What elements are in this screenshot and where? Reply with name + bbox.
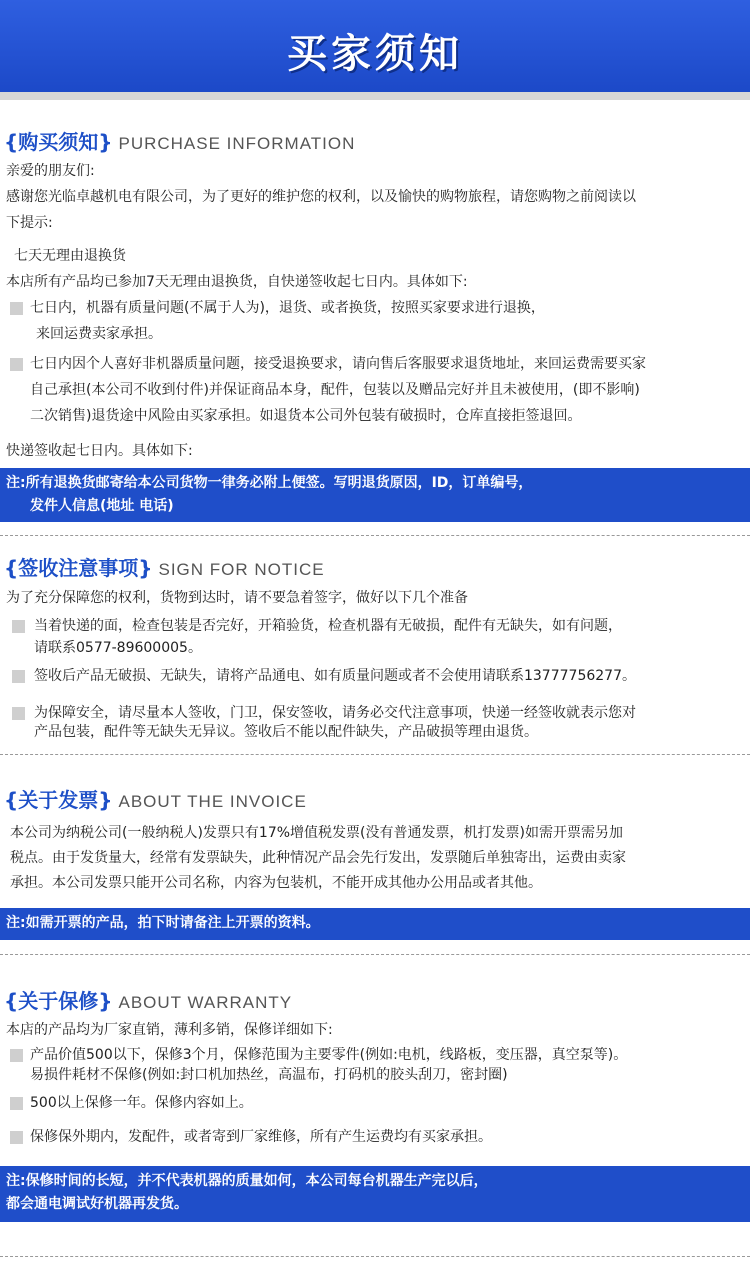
section-title-warranty [4,985,292,1017]
section-title-cn: {关于保修} [4,989,113,1013]
note-text: 都会通电调试好机器再发货。 [6,1196,188,1212]
bullet-square-icon [10,358,23,371]
warranty-note [0,1166,750,1222]
section-title-invoice [4,784,307,816]
intro-text: 为了充分保障您的权利，货物到达时，请不要急着签字，做好以下几个准备 [6,590,468,606]
section-title-sign [4,552,325,584]
note-text: 注:如需开票的产品，拍下时请备注上开票的资料。 [6,915,320,931]
intro-text: 感谢您光临卓越机电有限公司，为了更好的维护您的权利，以及愉快的购物旅程，请您购物之前阅读以 [6,189,636,205]
section-title-cn: {签收注意事项} [4,556,153,580]
return-policy-subtitle: 七天无理由退换货 [14,248,126,264]
intro-text: 下提示: [6,215,53,231]
page-title: 买家须知 [287,31,463,77]
bullet-square-icon [12,670,25,683]
list-item: 请联系0577-89600005。 [34,640,202,656]
list-item: 产品价值500以下，保修3个月，保修范围为主要零件(例如:电机，线路板，变压器，真空泵等)。 [30,1047,628,1063]
bullet-square-icon [12,707,25,720]
section-divider [0,1256,750,1257]
bullet-square-icon [10,1097,23,1110]
list-item: 500以上保修一年。保修内容如上。 [30,1095,253,1111]
purchase-note [0,468,750,522]
section-title-cn: {购买须知} [4,130,113,154]
list-item: 产品包装，配件等无缺失无异议。签收后不能以配件缺失，产品破损等理由退货。 [34,724,538,740]
list-item: 为保障安全，请尽量本人签收，门卫，保安签收，请务必交代注意事项，快递一经签收就表示您对 [34,705,636,721]
section-divider [0,535,750,536]
section-divider [0,954,750,955]
note-text: 注:所有退换货邮寄给本公司货物一律务必附上便签。写明退货原因，ID，订单编号， [6,475,533,491]
bullet-square-icon [10,1049,23,1062]
section-title-en: ABOUT THE INVOICE [118,792,307,811]
list-item: 二次销售)退货途中风险由买家承担。如退货本公司外包装有破损时，仓库直接拒签退回。 [30,408,582,424]
note-text: 注:保修时间的长短，并不代表机器的质量如何，本公司每台机器生产完以后， [6,1173,488,1189]
bullet-square-icon [10,1131,23,1144]
policy-text: 本店所有产品均已参加7天无理由退换货，自快递签收起七日内。具体如下: [6,274,468,290]
intro-text: 本店的产品均为厂家直销，薄利多销，保修详细如下: [6,1022,333,1038]
section-title-en: ABOUT WARRANTY [118,993,293,1012]
bullet-square-icon [10,302,23,315]
list-item: 签收后产品无破损、无缺失，请将产品通电、如有质量问题或者不会使用请联系13777756277。 [34,668,636,684]
list-item: 当着快递的面，检查包装是否完好，开箱验货，检查机器有无破损，配件有无缺失，如有问题， [34,618,622,634]
list-item: 易损件耗材不保修(例如:封口机加热丝，高温布，打码机的胶头刮刀，密封圈) [30,1067,508,1083]
list-item: 七日内，机器有质量问题(不属于人为)，退货、或者换货，按照买家要求进行退换， [30,300,545,316]
bullet-square-icon [12,620,25,633]
invoice-text: 本公司为纳税公司(一般纳税人)发票只有17%增值税发票(没有普通发票，机打发票)如需开票需另加 [10,825,623,841]
header-banner [0,0,750,100]
section-title-cn: {关于发票} [4,788,113,812]
invoice-note [0,908,750,940]
list-item: 来回运费卖家承担。 [36,326,162,342]
section-divider [0,754,750,755]
section-title-en: PURCHASE INFORMATION [118,134,356,153]
list-item: 自己承担(本公司不收到付件)并保证商品本身，配件，包装以及赠品完好并且未被使用，(即不影响) [30,382,640,398]
list-item: 保修保外期内，发配件，或者寄到厂家维修，所有产生运费均有买家承担。 [30,1129,492,1145]
greeting-text: 亲爱的朋友们: [6,163,95,179]
invoice-text: 税点。由于发货量大，经常有发票缺失，此种情况产品会先行发出，发票随后单独寄出，运费由卖家 [10,850,626,866]
note-text: 发件人信息(地址 电话) [30,498,174,514]
section-title-purchase [4,126,355,158]
invoice-text: 承担。本公司发票只能开公司名称，内容为包装机，不能开成其他办公用品或者其他。 [10,875,542,891]
list-item: 七日内因个人喜好非机器质量问题，接受退换要求，请向售后客服要求退货地址，来回运费需要买家 [30,356,646,372]
section-title-en: SIGN FOR NOTICE [158,560,325,579]
footer-text: 快递签收起七日内。具体如下: [6,443,193,459]
